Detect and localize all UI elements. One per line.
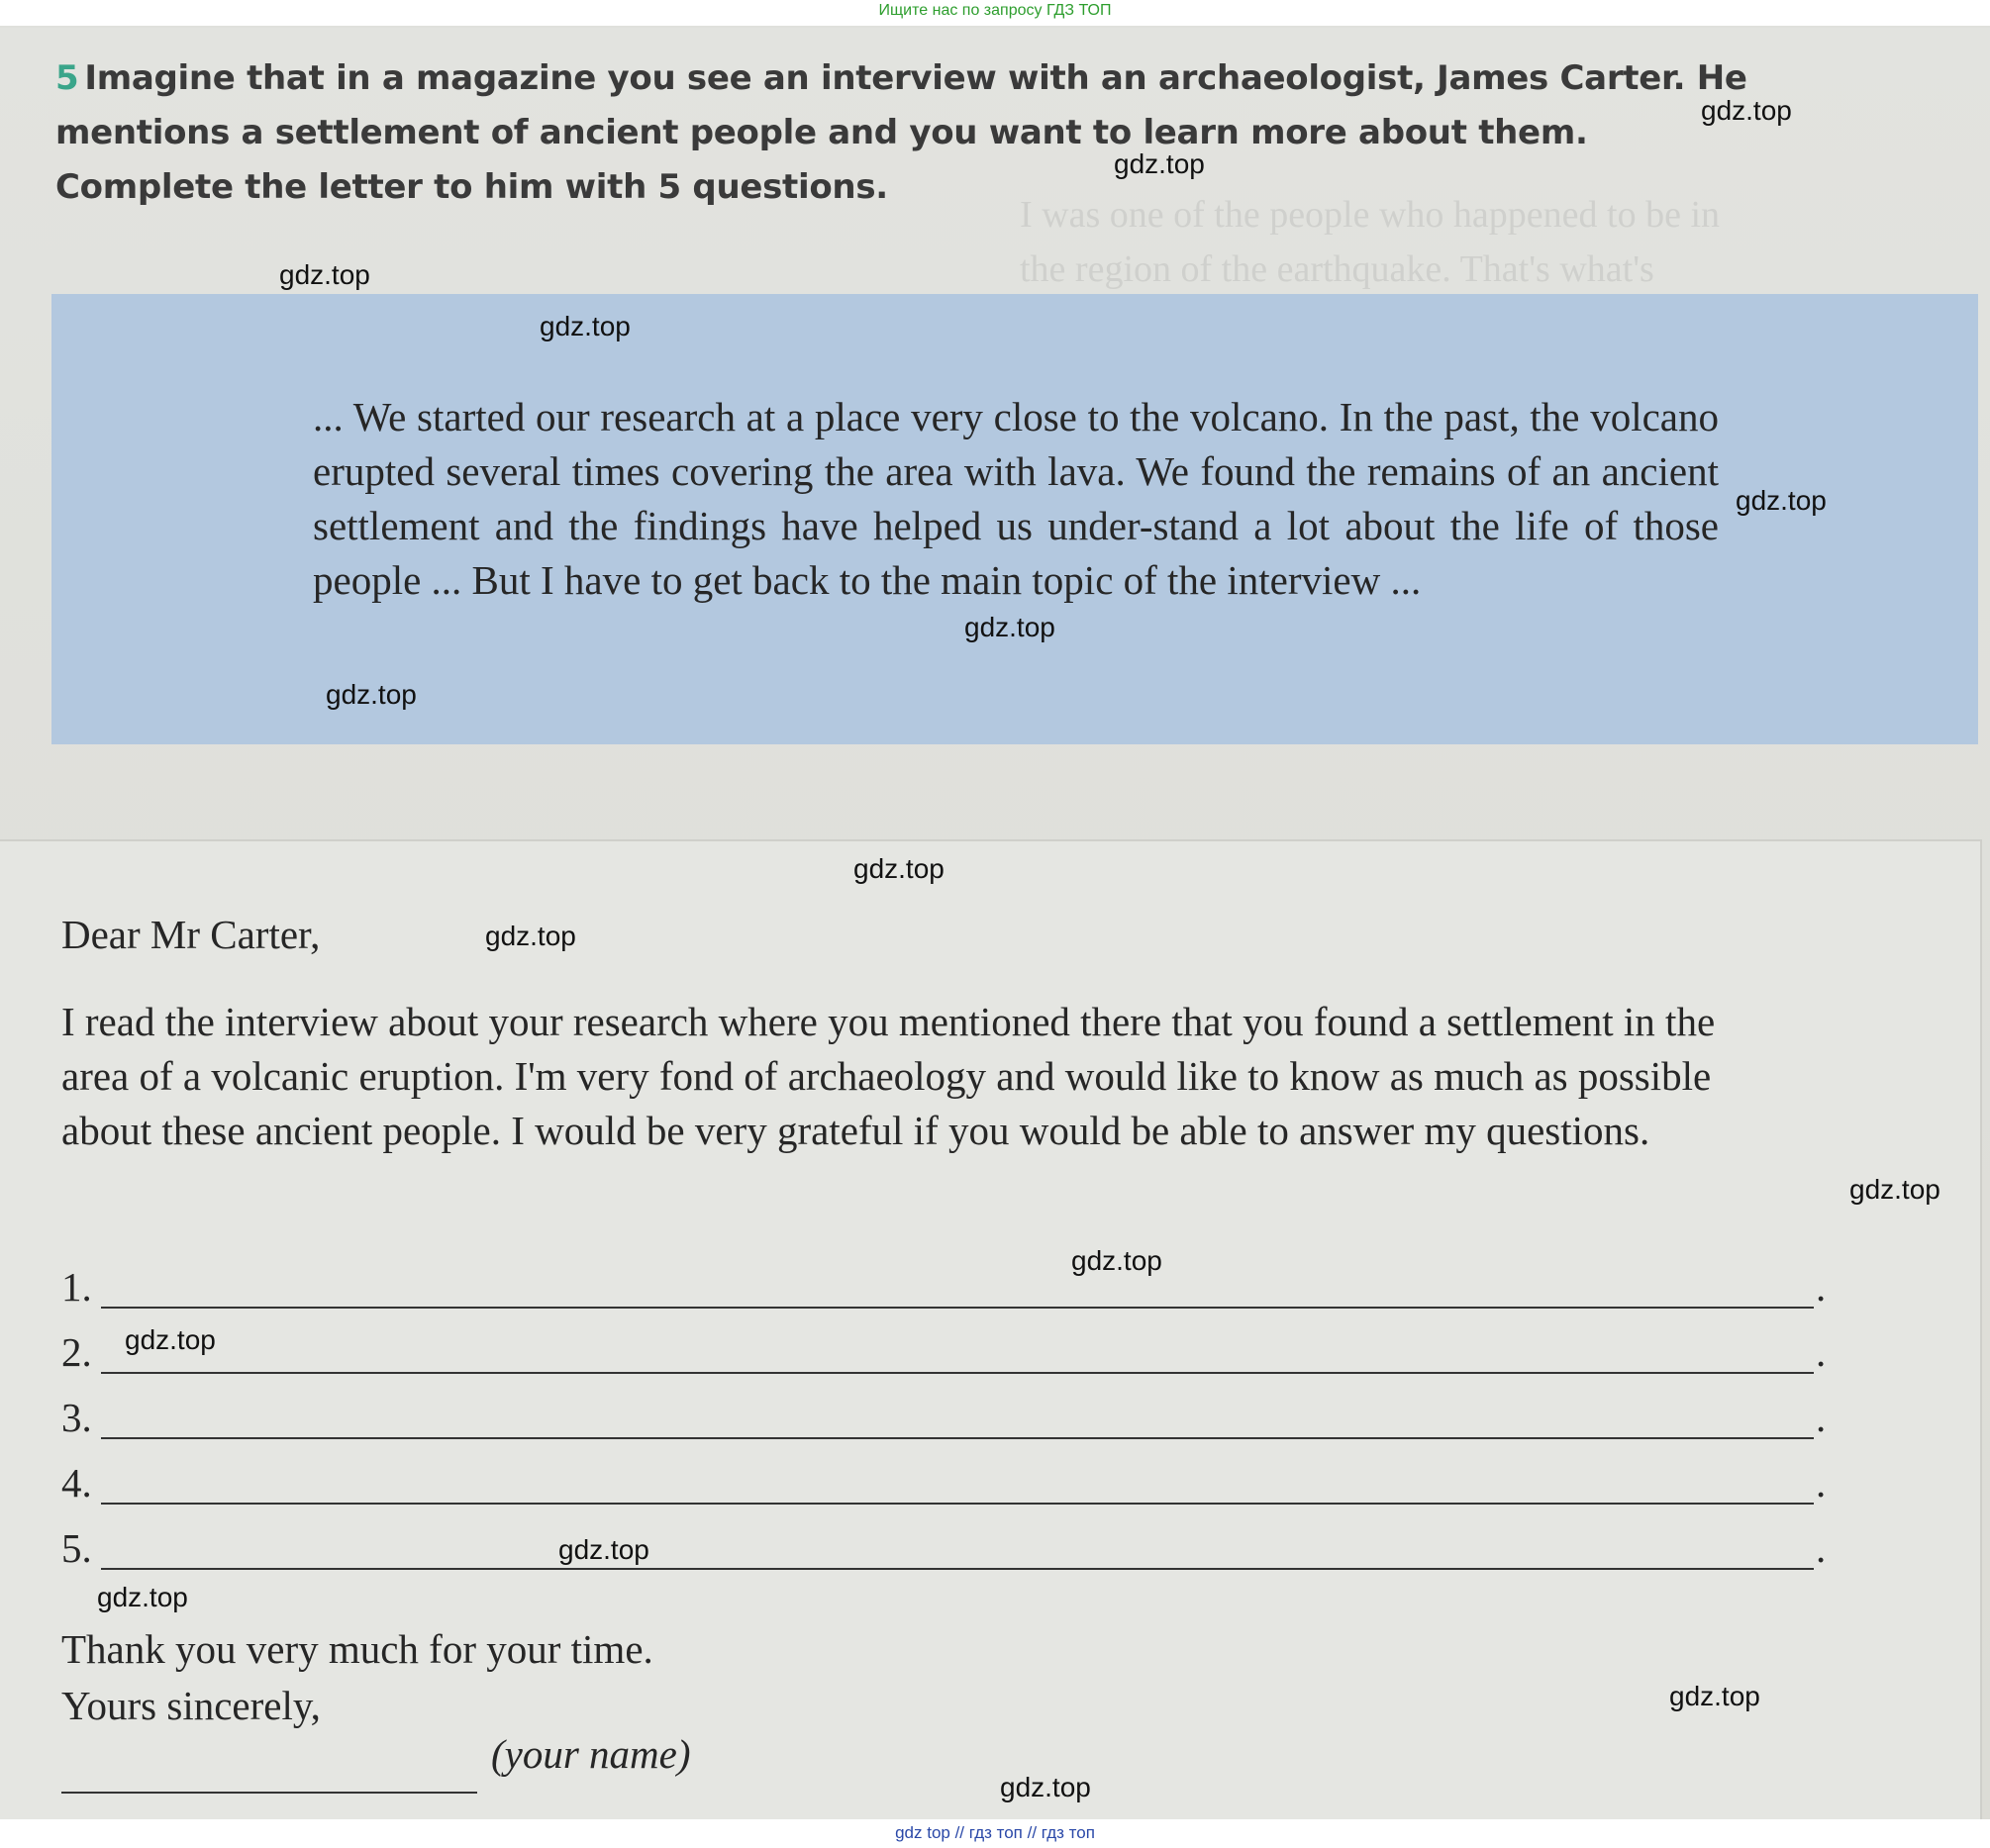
watermark: gdz.top: [1736, 485, 1827, 516]
watermark: gdz.top: [558, 1534, 649, 1565]
closing-signoff: Yours sincerely,: [61, 1683, 321, 1728]
watermark: gdz.top: [1701, 95, 1792, 126]
watermark: gdz.top: [326, 679, 417, 710]
line-end-dot: .: [1816, 1264, 1827, 1310]
letter-greeting: Dear Mr Carter,: [61, 912, 321, 957]
watermark: gdz.top: [485, 921, 576, 951]
question-number: 2.: [61, 1329, 92, 1375]
watermark: gdz.top: [97, 1582, 188, 1612]
bottom-banner[interactable]: gdz top // гдз топ // гдз топ: [0, 1819, 1990, 1848]
interview-excerpt: ... We started our research at a place very close to the volcano. In the past, the volcano erupted several times covering the area with lava. We found the remains of an ancient settlement and the findings have helped us under-stand a lot about the life of those people ... But I have to get back to the main topic of the interview ...: [313, 394, 1719, 603]
answer-line: [101, 1503, 1814, 1505]
question-number: 4.: [61, 1460, 92, 1506]
answer-line: [101, 1307, 1814, 1309]
watermark: gdz.top: [1000, 1772, 1091, 1802]
line-end-dot: .: [1816, 1460, 1827, 1506]
answer-line: [101, 1437, 1814, 1439]
question-line-4[interactable]: [61, 1459, 1843, 1518]
signature-line[interactable]: [61, 1792, 477, 1794]
line-end-dot: .: [1816, 1525, 1827, 1571]
letter-body: I read the interview about your research where you mentioned there that you found a settlement in the area of a volcanic eruption. I'm very fond of archaeology and would like to know as much as possible about these ancient people. I would be very grateful if you would be able to answer my questions.: [61, 999, 1716, 1153]
top-banner[interactable]: Ищите нас по запросу ГДЗ ТОП: [0, 0, 1990, 26]
watermark: gdz.top: [1071, 1245, 1162, 1276]
exercise-text: Imagine that in a magazine you see an interview with an archaeologist, James Carter. He mentions a settlement of ancient people and you want to learn more about them. Complete the letter to him with 5 questions.: [55, 58, 1747, 207]
line-end-dot: .: [1816, 1329, 1827, 1375]
question-line-2[interactable]: [61, 1328, 1843, 1388]
answer-line: [101, 1372, 1814, 1374]
watermark: gdz.top: [1114, 148, 1205, 179]
question-number: 1.: [61, 1264, 92, 1310]
question-number: 3.: [61, 1395, 92, 1440]
question-number: 5.: [61, 1525, 92, 1571]
watermark: gdz.top: [540, 311, 631, 341]
answer-line: [101, 1568, 1814, 1570]
line-end-dot: .: [1816, 1395, 1827, 1440]
question-line-3[interactable]: [61, 1394, 1843, 1453]
watermark: gdz.top: [125, 1324, 216, 1355]
question-line-5[interactable]: [61, 1524, 1843, 1584]
letter-closing: [61, 1621, 653, 1734]
exercise-number: 5: [55, 58, 79, 98]
watermark: gdz.top: [1669, 1681, 1760, 1711]
watermark: gdz.top: [853, 853, 945, 884]
exercise-instruction: [55, 51, 1758, 215]
watermark: gdz.top: [1849, 1174, 1940, 1205]
watermark: gdz.top: [279, 259, 370, 290]
your-name-label: (your name): [491, 1731, 691, 1777]
bleed-through-text: I was one of the people who happened to be in the region of the earthquake. That's what's: [1020, 194, 1721, 290]
question-line-1[interactable]: [61, 1263, 1843, 1322]
closing-thanks: Thank you very much for your time.: [61, 1626, 653, 1672]
watermark: gdz.top: [964, 612, 1055, 642]
